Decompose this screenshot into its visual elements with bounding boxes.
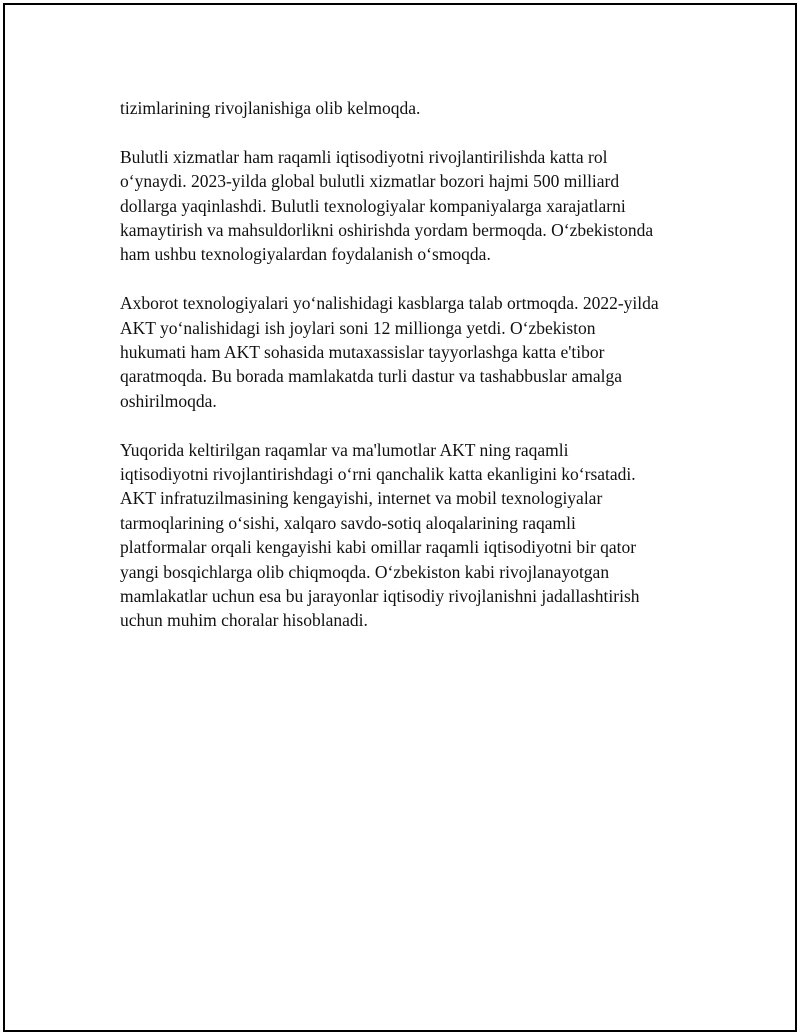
text-line: oshirilmoqda. xyxy=(120,390,217,411)
paragraph-2 xyxy=(120,145,690,267)
text-line: AKT yo‘nalishidagi ish joylari soni 12 millionga yetdi. O‘zbekiston xyxy=(120,317,596,338)
text-line: ham ushbu texnologiyalardan foydalanish o‘smoqda. xyxy=(120,244,491,265)
text-line: qaratmoqda. Bu borada mamlakatda turli dastur va tashabbuslar amalga xyxy=(120,366,622,387)
text-line: dollarga yaqinlashdi. Bulutli texnologiyalar kompaniyalarga xarajatlarni xyxy=(120,195,626,216)
text-line: yangi bosqichlarga olib chiqmoqda. O‘zbekiston kabi rivojlanayotgan xyxy=(120,561,610,582)
paragraph-4 xyxy=(120,438,690,633)
text-line: tarmoqlarining o‘sishi, xalqaro savdo-sotiq aloqalarining raqamli xyxy=(120,512,576,533)
text-line: uchun muhim choralar hisoblanadi. xyxy=(120,610,368,631)
page-frame xyxy=(3,3,797,1032)
text-line: Axborot texnologiyalari yo‘nalishidagi kasblarga talab ortmoqda. 2022-yilda xyxy=(120,293,659,314)
text-line: kamaytirish va mahsuldorlikni oshirishda yordam bermoqda. O‘zbekistonda xyxy=(120,220,654,241)
paragraph-3 xyxy=(120,291,690,413)
text-line: Bulutli xizmatlar ham raqamli iqtisodiyotni rivojlantirilishda katta rol xyxy=(120,146,608,167)
text-line: o‘ynaydi. 2023-yilda global bulutli xizmatlar bozori hajmi 500 milliard xyxy=(120,171,620,192)
text-line: mamlakatlar uchun esa bu jarayonlar iqtisodiy rivojlanishni jadallashtirish xyxy=(120,586,640,607)
paragraph-1 xyxy=(120,96,690,120)
text-line: hukumati ham AKT sohasida mutaxassislar tayyorlashga katta e'tibor xyxy=(120,342,605,363)
text-line: AKT infratuzilmasining kengayishi, internet va mobil texnologiyalar xyxy=(120,488,603,509)
text-line: iqtisodiyotni rivojlantirishdagi o‘rni qanchalik katta ekanligini ko‘rsatadi. xyxy=(120,464,636,485)
text-line: platformalar orqali kengayishi kabi omillar raqamli iqtisodiyotni bir qator xyxy=(120,537,637,558)
document-body xyxy=(120,96,690,657)
text-line: tizimlarining rivojlanishiga olib kelmoqda. xyxy=(120,98,421,118)
text-line: Yuqorida keltirilgan raqamlar va ma'lumotlar AKT ning raqamli xyxy=(120,439,569,460)
